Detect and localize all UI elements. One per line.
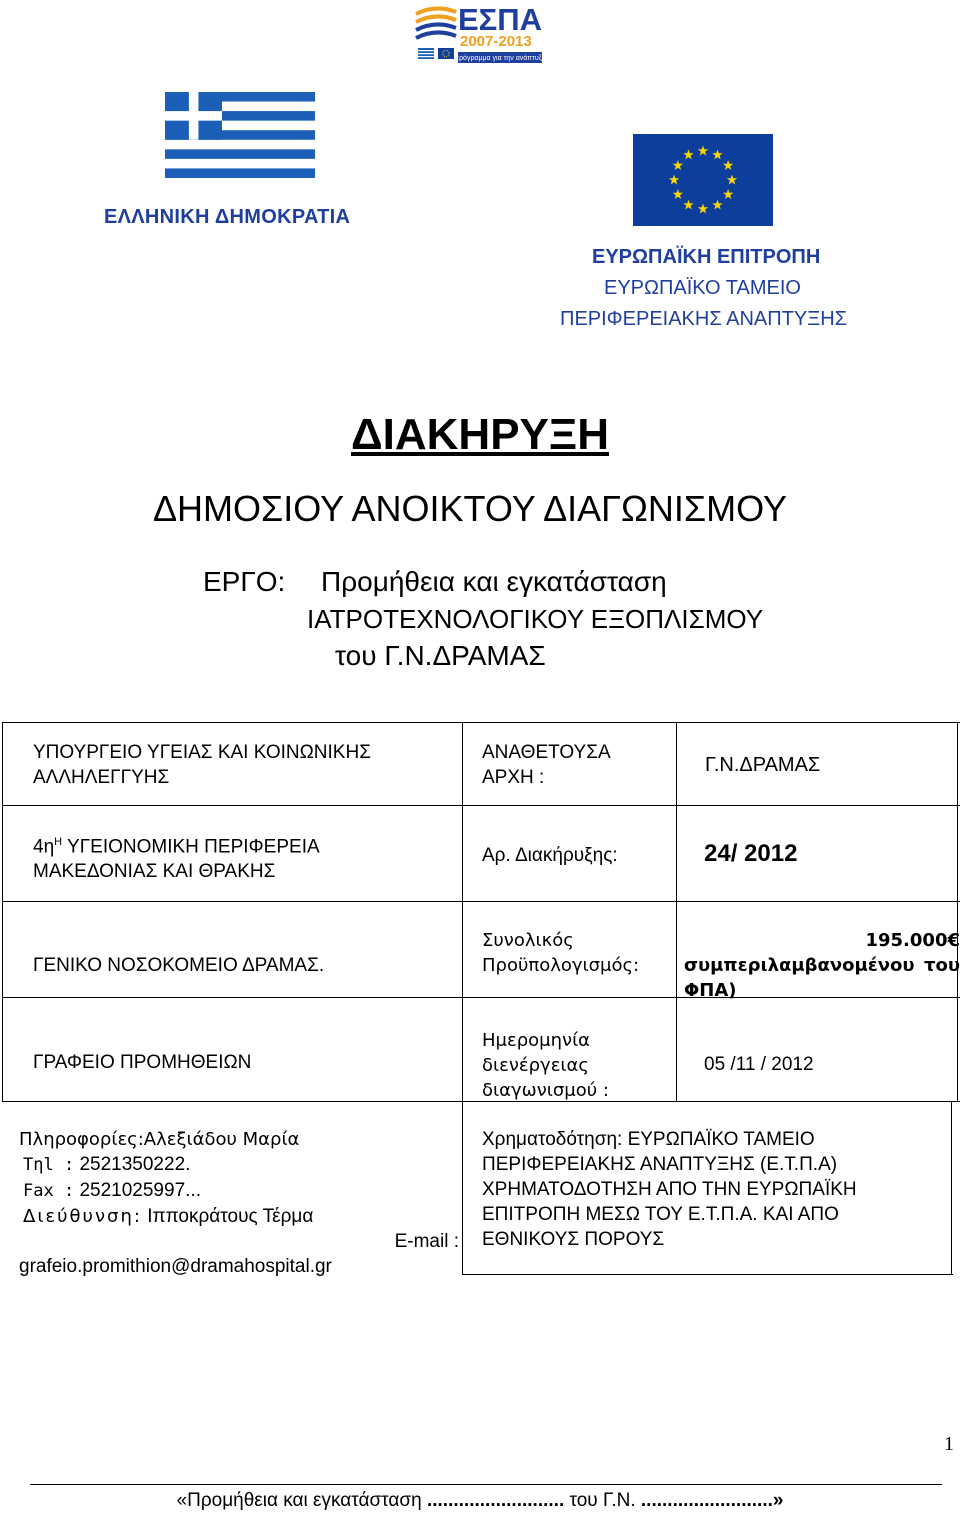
hellenic-republic-label: ΕΛΛΗΝΙΚΗ ΔΗΜΟΚΡΑΤΙΑ	[104, 206, 351, 228]
tender-number-label: Αρ. Διακήρυξης:	[482, 845, 618, 866]
european-commission-label: ΕΥΡΩΠΑΪΚΗ ΕΠΙΤΡΟΠΗ	[592, 246, 821, 268]
eu-flag	[633, 134, 773, 226]
espa-text: ΕΣΠΑ	[458, 2, 543, 37]
project-line-1: Προμήθεια και εγκατάσταση	[321, 566, 667, 597]
espa-years: 2007-2013	[460, 33, 532, 50]
ministry-name: ΥΠΟΥΡΓΕΙΟ ΥΓΕΙΑΣ ΚΑΙ ΚΟΙΝΩΝΙΚΗΣ ΑΛΛΗΛΕΓΓΥΗΣ	[33, 742, 371, 788]
page-subtitle: ΔΗΜΟΣΙΟΥ ΑΝΟΙΚΤΟΥ ΔΙΑΓΩΝΙΣΜΟΥ	[153, 488, 787, 529]
page-title: ΔΙΑΚΗΡΥΞΗ	[351, 410, 609, 459]
budget-value: 195.000€ συμπεριλαμβανομένου του ΦΠΑ)	[684, 930, 960, 1001]
procurement-office: ΓΡΑΦΕΙΟ ΠΡΟΜΗΘΕΙΩΝ	[33, 1052, 252, 1073]
page-number: 1	[944, 1433, 954, 1455]
greek-flag	[165, 92, 315, 178]
tender-number-value: 24/ 2012	[704, 840, 798, 867]
project-line-3: του Γ.Ν.ΔΡΑΜΑΣ	[335, 640, 546, 671]
health-region-name: $4\eta^H$ ΥΓΕΙΟΝΟΜΙΚΗ ΠΕΡΙΦΕΡΕΙΑ ΜΑΚΕΔΟΝΙΑΣ ΚΑΙ ΘΡΑΚΗΣ	[33, 836, 320, 883]
contact-info: Πληροφορίες:Αλεξιάδου Μαρία Τηl : 2521350222. Fax : 2521025997... Διεύθυνση: Ιπποκράτους Τέρμα E-mail : grafeio.promithion@dramahospital.gr	[19, 1129, 459, 1277]
contracting-authority-label: ΑΝΑΘΕΤΟΥΣΑ ΑΡΧΗ :	[482, 742, 611, 788]
footer-divider	[30, 1484, 942, 1485]
hospital-name: ΓΕΝΙΚΟ ΝΟΣΟΚΟΜΕΙΟ ΔΡΑΜΑΣ.	[33, 955, 325, 976]
project-line-2: ΙΑΤΡΟΤΕΧΝΟΛΟΓΙΚΟΥ ΕΞΟΠΛΙΣΜΟΥ	[307, 604, 764, 634]
budget-label: Συνολικός Προϋπολογισμός:	[482, 930, 640, 976]
contracting-authority-value: Γ.Ν.ΔΡΑΜΑΣ	[705, 754, 821, 776]
page-footer: «Προμήθεια και εγκατάσταση .......................... του Γ.Ν. .........................»	[176, 1490, 784, 1511]
fund-line-1: ΕΥΡΩΠΑΪΚΟ ΤΑΜΕΙΟ	[604, 277, 801, 299]
espa-logo	[414, 0, 544, 66]
fund-line-2: ΠΕΡΙΦΕΡΕΙΑΚΗΣ ΑΝΑΠΤΥΞΗΣ	[560, 308, 848, 330]
project-label: ΕΡΓΟ:	[203, 566, 286, 597]
tender-date-label: Ημερομηνία διενέργειας διαγωνισμού :	[482, 1030, 609, 1101]
funding-info: Χρηματοδότηση: ΕΥΡΩΠΑΪΚΟ ΤΑΜΕΙΟ ΠΕΡΙΦΕΡΕΙΑΚΗΣ ΑΝΑΠΤΥΞΗΣ (Ε.Τ.Π.Α) ΧΡΗΜΑΤΟΔΟΤΗΣΗ ΑΠΟ ΤΗΝ ΕΥΡΩΠΑΪΚΗ ΕΠΙΤΡΟΠΗ ΜΕΣΩ ΤΟΥ Ε.Τ.Π.Α. ΚΑΙ ΑΠΟ ΕΘΝΙΚΟΥΣ ΠΟΡΟΥΣ	[482, 1129, 857, 1250]
espa-tagline: πρόγραμμα για την ανάπτυξη	[454, 55, 544, 62]
tender-date-value: 05 /11 / 2012	[704, 1054, 814, 1075]
